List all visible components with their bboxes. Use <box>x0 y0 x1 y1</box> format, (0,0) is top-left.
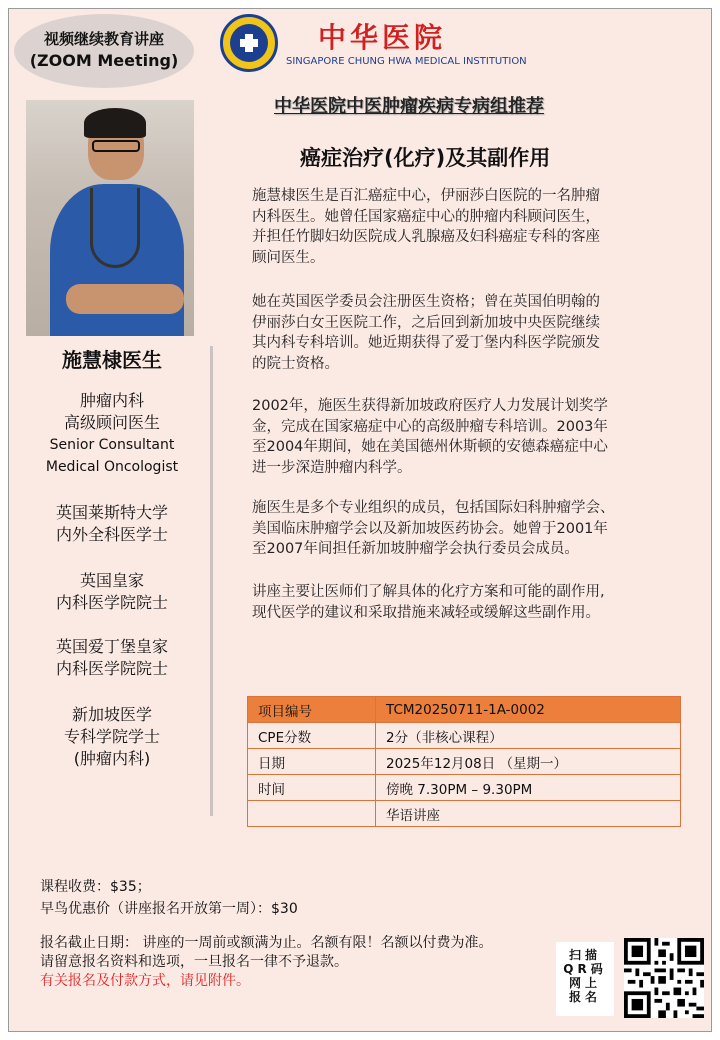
table-label <box>248 801 376 827</box>
zoom-badge <box>14 14 194 88</box>
credential-2 <box>14 502 210 546</box>
credential-line: 内科医学院院士 <box>55 593 168 612</box>
credential-line: 英国莱斯特大学 <box>55 503 168 522</box>
credential-line: (肿瘤内科) <box>73 749 151 768</box>
credential-line-en: Medical Oncologist <box>45 459 179 475</box>
scan-line: QR码 <box>563 962 607 976</box>
table-row <box>248 723 681 749</box>
table-value: 2025年12月08日 （星期一） <box>376 749 681 775</box>
table-row <box>248 801 681 827</box>
bio-line: 至2007年间担任新加坡肿瘤学会执行委员会成员。 <box>252 541 579 557</box>
fee-early-bird: 早鸟优惠价（讲座报名开放第一周）：$30 <box>40 901 298 917</box>
credential-line: 新加坡医学 <box>71 705 152 724</box>
bio-line: 美国临床肿瘤学会以及新加坡医药协会。她曾于2001年 <box>252 520 608 537</box>
table-row <box>248 697 681 723</box>
credential-1 <box>14 390 210 478</box>
credential-5 <box>14 704 210 770</box>
hospital-logo <box>220 14 527 74</box>
fee-info <box>40 876 298 920</box>
table-label: 日期 <box>248 749 376 775</box>
bio-line: 进一步深造肿瘤内科学。 <box>252 459 412 476</box>
table-value: 华语讲座 <box>376 801 681 827</box>
doctor-photo <box>26 100 194 336</box>
table-value: TCM20250711-1A-0002 <box>376 697 681 723</box>
bio-line: 的院士资格。 <box>252 355 339 372</box>
bio-line: 金，完成在国家癌症中心的高级肿瘤专科培训。2003年 <box>252 418 608 435</box>
credential-3 <box>14 570 210 614</box>
scan-line: 扫描 <box>568 948 601 962</box>
scan-qr-label <box>556 942 614 1016</box>
bio-line: 施医生是多个专业组织的成员，包括国际妇科肿瘤学会、 <box>252 500 615 516</box>
bio-paragraph-1 <box>252 186 692 268</box>
program-subtitle: 中华医院中医肿瘤疾病专病组推荐 <box>274 96 544 117</box>
credential-line: 英国皇家 <box>79 571 144 590</box>
scan-line: 报名 <box>568 990 601 1004</box>
credential-4 <box>14 636 210 680</box>
credential-line-en: Senior Consultant <box>49 437 175 453</box>
bio-line: 施慧棣医生是百汇癌症中心，伊丽莎白医院的一名肿瘤 <box>252 188 600 204</box>
bio-paragraph-2 <box>252 292 692 374</box>
bio-line: 至2004年期间，她在美国德州休斯顿的安德森癌症中心 <box>252 439 608 455</box>
bio-line: 其内科专科培训。她近期获得了爱丁堡内科医学院颁发 <box>252 335 600 351</box>
notice-refund: 请留意报名资料和选项，一旦报名一律不予退款。 <box>40 954 348 970</box>
badge-line2: (ZOOM Meeting) <box>29 51 179 70</box>
table-label: CPE分数 <box>248 723 376 749</box>
bio-paragraph-3 <box>252 396 692 478</box>
course-info-table <box>247 696 681 827</box>
table-value: 2分（非核心课程） <box>376 723 681 749</box>
column-divider <box>210 346 213 816</box>
bio-line: 顾问医生。 <box>252 249 325 266</box>
bio-line: 2002年，施医生获得新加坡政府医疗人力发展计划奖学 <box>252 398 608 414</box>
logo-name-cn: 中华医院 <box>318 21 447 54</box>
badge-line1: 视频继续教育讲座 <box>43 30 164 48</box>
notice-attachment: 有关报名及付款方式，请见附件。 <box>40 973 250 989</box>
notice-deadline: 报名截止日期： 讲座的一周前或额满为止。名额有限！名额以付费为准。 <box>40 935 493 951</box>
bio-paragraph-5 <box>252 582 692 623</box>
bio-line: 她在英国医学委员会注册医生资格；曾在英国伯明翰的 <box>252 294 600 310</box>
qr-code-icon[interactable] <box>624 938 704 1018</box>
lecture-title: 癌症治疗(化疗)及其副作用 <box>300 146 551 170</box>
credential-line: 肿瘤内科 <box>79 391 144 410</box>
table-label: 项目编号 <box>248 697 376 723</box>
bio-line: 并担任竹脚妇幼医院成人乳腺癌及妇科癌症专科的客座 <box>252 229 600 245</box>
bio-paragraph-4 <box>252 498 692 560</box>
table-value: 傍晚 7.30PM – 9.30PM <box>376 775 681 801</box>
logo-emblem-icon <box>220 14 278 72</box>
logo-name-en: SINGAPORE CHUNG HWA MEDICAL INSTITUTION <box>286 56 527 67</box>
table-label: 时间 <box>248 775 376 801</box>
credential-line: 内科医学院院士 <box>55 659 168 678</box>
scan-line: 网上 <box>568 976 601 990</box>
bio-line: 讲座主要让医师们了解具体的化疗方案和可能的副作用, <box>252 584 605 600</box>
table-row <box>248 775 681 801</box>
bio-line: 伊丽莎白女王医院工作，之后回到新加坡中央医院继续 <box>252 314 600 331</box>
bio-line: 现代医学的建议和采取措施来减轻或缓解这些副作用。 <box>252 604 600 621</box>
credential-line: 内外全科医学士 <box>55 525 168 544</box>
doctor-name: 施慧棣医生 <box>62 348 162 372</box>
bio-line: 内科医生。她曾任国家癌症中心的肿瘤内科顾问医生， <box>252 208 600 225</box>
table-row <box>248 749 681 775</box>
registration-notice <box>40 934 492 991</box>
credential-line: 高级顾问医生 <box>63 413 160 432</box>
fee-regular: 课程收费：$35； <box>40 879 151 895</box>
credential-line: 专科学院学士 <box>63 727 160 746</box>
credential-line: 英国爱丁堡皇家 <box>55 637 168 656</box>
